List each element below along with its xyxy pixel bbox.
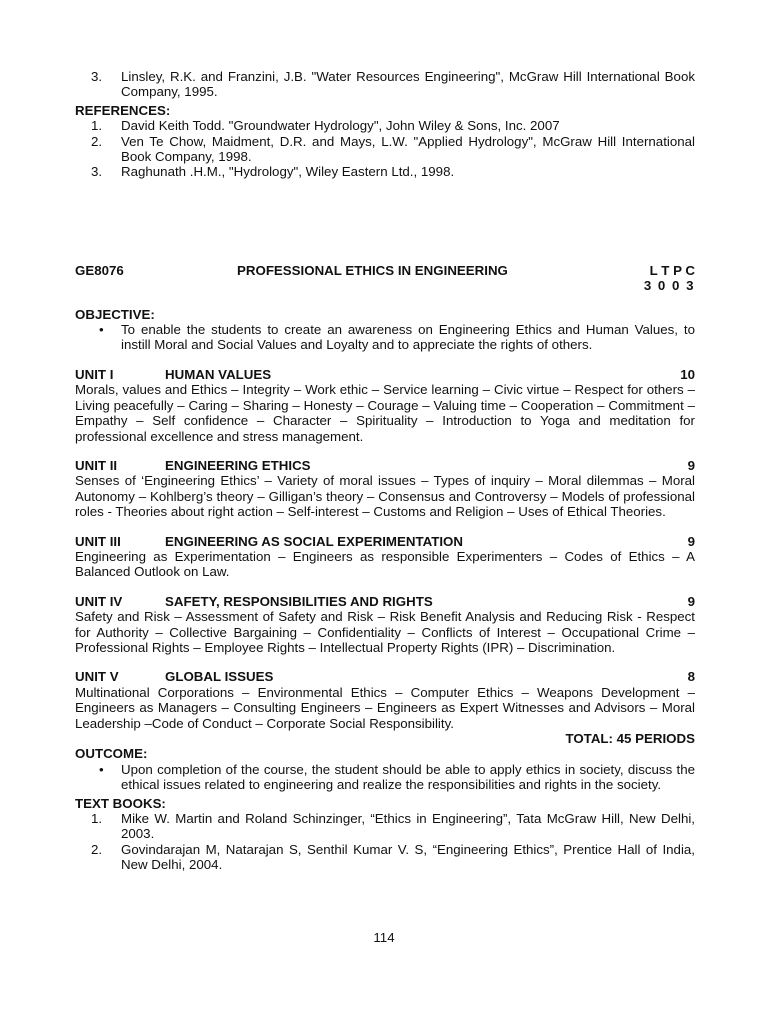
unit-1 bbox=[75, 367, 695, 444]
references-heading: REFERENCES: bbox=[75, 102, 171, 118]
text-books-list bbox=[75, 811, 695, 873]
list-item bbox=[75, 118, 695, 133]
objective-list bbox=[75, 322, 695, 353]
unit-header bbox=[75, 367, 695, 382]
unit-4 bbox=[75, 594, 695, 656]
unit-number: UNIT II bbox=[75, 457, 118, 473]
unit-title: ENGINEERING AS SOCIAL EXPERIMENTATION bbox=[165, 533, 463, 549]
outcome-list bbox=[75, 762, 695, 793]
unit-content: Morals, values and Ethics – Integrity – Work ethic – Service learning – Civic virtue – Respect for others – Living peacefully – Caring – Sharing – Honesty – Courage – Valuing time – Cooperation – Commitment – Empathy – Self confidence – Character – Spirituality – Introduction to Yoga and meditation for professional excellence and stress management. bbox=[75, 382, 695, 444]
bullet-icon: • bbox=[99, 761, 104, 777]
references-list bbox=[75, 118, 695, 180]
ltpc-label: L T P C bbox=[649, 262, 695, 278]
list-item bbox=[75, 842, 695, 873]
unit-hours: 9 bbox=[687, 593, 695, 609]
list-item bbox=[75, 811, 695, 842]
unit-content: Multinational Corporations – Environmental Ethics – Computer Ethics – Weapons Development – Engineers as Managers – Consulting Engineers – Engineers as Expert Witnesses and Advisors – Moral Leadership –Code of Conduct – Corporate Social Responsibility. bbox=[75, 684, 695, 731]
list-text: Mike W. Martin and Roland Schinzinger, “Ethics in Engineering”, Tata McGraw Hill, New Delhi, 2003. bbox=[121, 811, 695, 842]
list-text: David Keith Todd. "Groundwater Hydrology", John Wiley & Sons, Inc. 2007 bbox=[121, 118, 560, 134]
previous-text-books-list bbox=[75, 69, 695, 100]
course-header bbox=[75, 263, 695, 278]
outcome-heading: OUTCOME: bbox=[75, 746, 148, 762]
unit-header bbox=[75, 669, 695, 684]
list-number: 2. bbox=[91, 133, 103, 149]
unit-content: Senses of ‘Engineering Ethics’ – Variety of moral issues – Types of inquiry – Moral dilemmas – Moral Autonomy – Kohlberg’s theory – Gilligan’s theory – Consensus and Controversy – Models of professional roles - Theories about right action – Self-interest – Customs and Religion – Uses of Ethical Theories. bbox=[75, 473, 695, 520]
unit-title: ENGINEERING ETHICS bbox=[165, 457, 311, 473]
list-number: 3. bbox=[91, 164, 103, 180]
text-books-heading: TEXT BOOKS: bbox=[75, 795, 166, 811]
unit-number: UNIT IV bbox=[75, 593, 123, 609]
course-code: GE8076 bbox=[75, 262, 124, 278]
list-text: Govindarajan M, Natarajan S, Senthil Kumar V. S, “Engineering Ethics”, Prentice Hall of India, New Delhi, 2004. bbox=[121, 841, 695, 873]
unit-5 bbox=[75, 669, 695, 731]
unit-header bbox=[75, 458, 695, 473]
list-text: Ven Te Chow, Maidment, D.R. and Mays, L.W. "Applied Hydrology", McGraw Hill International Book Company, 1998. bbox=[121, 133, 695, 165]
unit-content: Safety and Risk – Assessment of Safety and Risk – Risk Benefit Analysis and Reducing Risk - Respect for Authority – Collective Bargaining – Confidentiality – Conflicts of Interest – Occupational Crime – Professional Rights – Employee Rights – Intellectual Property Rights (IPR) – Discrimination. bbox=[75, 609, 695, 655]
list-text: To enable the students to create an awareness on Engineering Ethics and Human Values, to instill Moral and Social Values and Loyalty and to appreciate the rights of others. bbox=[121, 322, 695, 353]
list-number: 1. bbox=[91, 811, 103, 827]
list-number: 1. bbox=[91, 118, 103, 134]
unit-number: UNIT V bbox=[75, 669, 119, 685]
unit-hours: 10 bbox=[680, 366, 695, 382]
unit-hours: 9 bbox=[687, 457, 695, 473]
list-item bbox=[75, 322, 695, 353]
list-text: Upon completion of the course, the student should be able to apply ethics in society, discuss the ethical issues related to engineering and realize the responsibilities and rights in the society. bbox=[121, 761, 695, 793]
unit-hours: 8 bbox=[687, 669, 695, 685]
objective-heading: OBJECTIVE: bbox=[75, 306, 155, 322]
list-number: 2. bbox=[91, 841, 103, 857]
unit-title: HUMAN VALUES bbox=[165, 366, 272, 382]
unit-title: SAFETY, RESPONSIBILITIES AND RIGHTS bbox=[165, 593, 433, 609]
list-item bbox=[75, 762, 695, 793]
unit-3 bbox=[75, 534, 695, 580]
total-periods: TOTAL: 45 PERIODS bbox=[565, 731, 695, 746]
document-page bbox=[75, 69, 695, 873]
unit-hours: 9 bbox=[687, 533, 695, 549]
list-text: Linsley, R.K. and Franzini, J.B. "Water Resources Engineering", McGraw Hill International Book Company, 1995. bbox=[121, 69, 695, 100]
unit-number: UNIT I bbox=[75, 366, 114, 382]
bullet-icon: • bbox=[99, 322, 104, 338]
list-text: Raghunath .H.M., "Hydrology", Wiley Eastern Ltd., 1998. bbox=[121, 164, 455, 180]
course-credits: 3 0 0 3 bbox=[643, 278, 695, 294]
list-number: 3. bbox=[91, 69, 103, 84]
unit-header bbox=[75, 534, 695, 549]
unit-number: UNIT III bbox=[75, 533, 121, 549]
unit-content: Engineering as Experimentation – Engineers as responsible Experimenters – Codes of Ethics – A Balanced Outlook on Law. bbox=[75, 548, 695, 580]
unit-2 bbox=[75, 458, 695, 520]
unit-header bbox=[75, 594, 695, 609]
list-item bbox=[75, 69, 695, 100]
page-number: 114 bbox=[373, 930, 395, 945]
course-title: PROFESSIONAL ETHICS IN ENGINEERING bbox=[237, 262, 508, 278]
unit-title: GLOBAL ISSUES bbox=[165, 669, 274, 685]
list-item bbox=[75, 134, 695, 165]
list-item bbox=[75, 164, 695, 179]
